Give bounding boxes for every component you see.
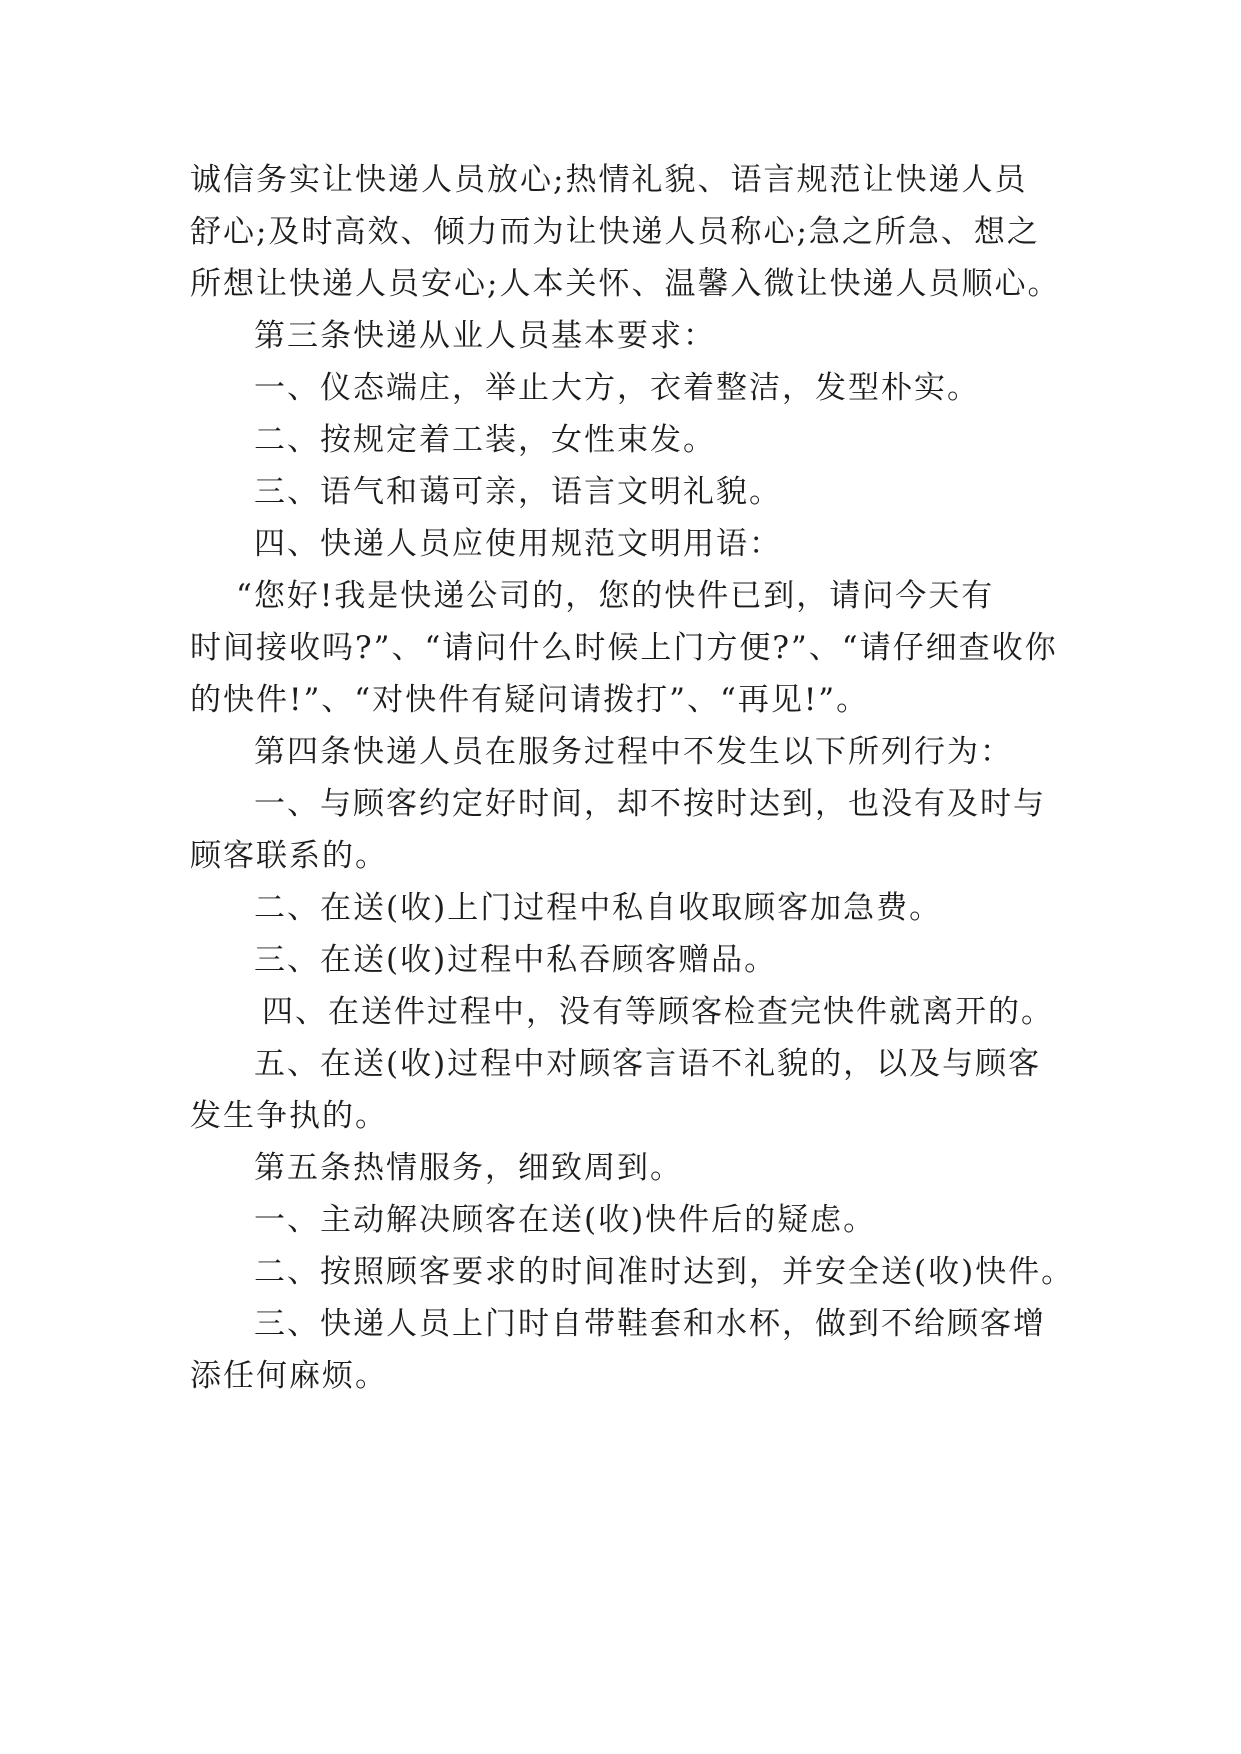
list-item-continuation: 发生争执的。 [190,1098,388,1134]
list-item: 一、主动解决顾客在送(收)快件后的疑虑。 [254,1202,877,1238]
paragraph-line: 诚信务实让快递人员放心;热情礼貌、语言规范让快递人员 [190,162,1028,198]
quote-line: “您好!我是快递公司的，您的快件已到，请问今天有 [236,578,995,614]
article-heading: 第五条热情服务，细致周到。 [254,1150,683,1186]
list-item-continuation: 顾客联系的。 [190,838,388,874]
paragraph-line: 所想让快递人员安心;人本关怀、温馨入微让快递人员顺心。 [190,266,1061,302]
list-item: 三、快递人员上门时自带鞋套和水杯，做到不给顾客增 [254,1306,1046,1342]
list-item: 四、快递人员应使用规范文明用语： [254,526,782,562]
paragraph-line: 舒心;及时高效、倾力而为让快递人员称心;急之所急、想之 [190,214,1040,250]
list-item: 一、与顾客约定好时间，却不按时达到，也没有及时与 [254,786,1046,822]
list-item: 二、按照顾客要求的时间准时达到，并安全送(收)快件。 [254,1254,1075,1290]
list-item: 五、在送(收)过程中对顾客言语不礼貌的，以及与顾客 [254,1046,1042,1082]
list-item: 三、语气和蔼可亲，语言文明礼貌。 [254,474,782,510]
list-item: 二、在送(收)上门过程中私自收取顾客加急费。 [254,890,943,926]
article-heading: 第四条快递人员在服务过程中不发生以下所列行为： [254,734,1013,770]
quote-line: 时间接收吗?”、“请问什么时候上门方便?”、“请仔细查收你 [190,630,1058,666]
quote-line: 的快件!”、“对快件有疑问请拨打”、“再见!”。 [190,682,870,718]
list-item: 四、在送件过程中，没有等顾客检查完快件就离开的。 [262,994,1054,1030]
list-item: 一、仪态端庄，举止大方，衣着整洁，发型朴实。 [254,370,980,406]
list-item-continuation: 添任何麻烦。 [190,1358,388,1394]
list-item: 二、按规定着工装，女性束发。 [254,422,716,458]
list-item: 三、在送(收)过程中私吞顾客赠品。 [254,942,778,978]
article-heading: 第三条快递从业人员基本要求： [254,318,716,354]
